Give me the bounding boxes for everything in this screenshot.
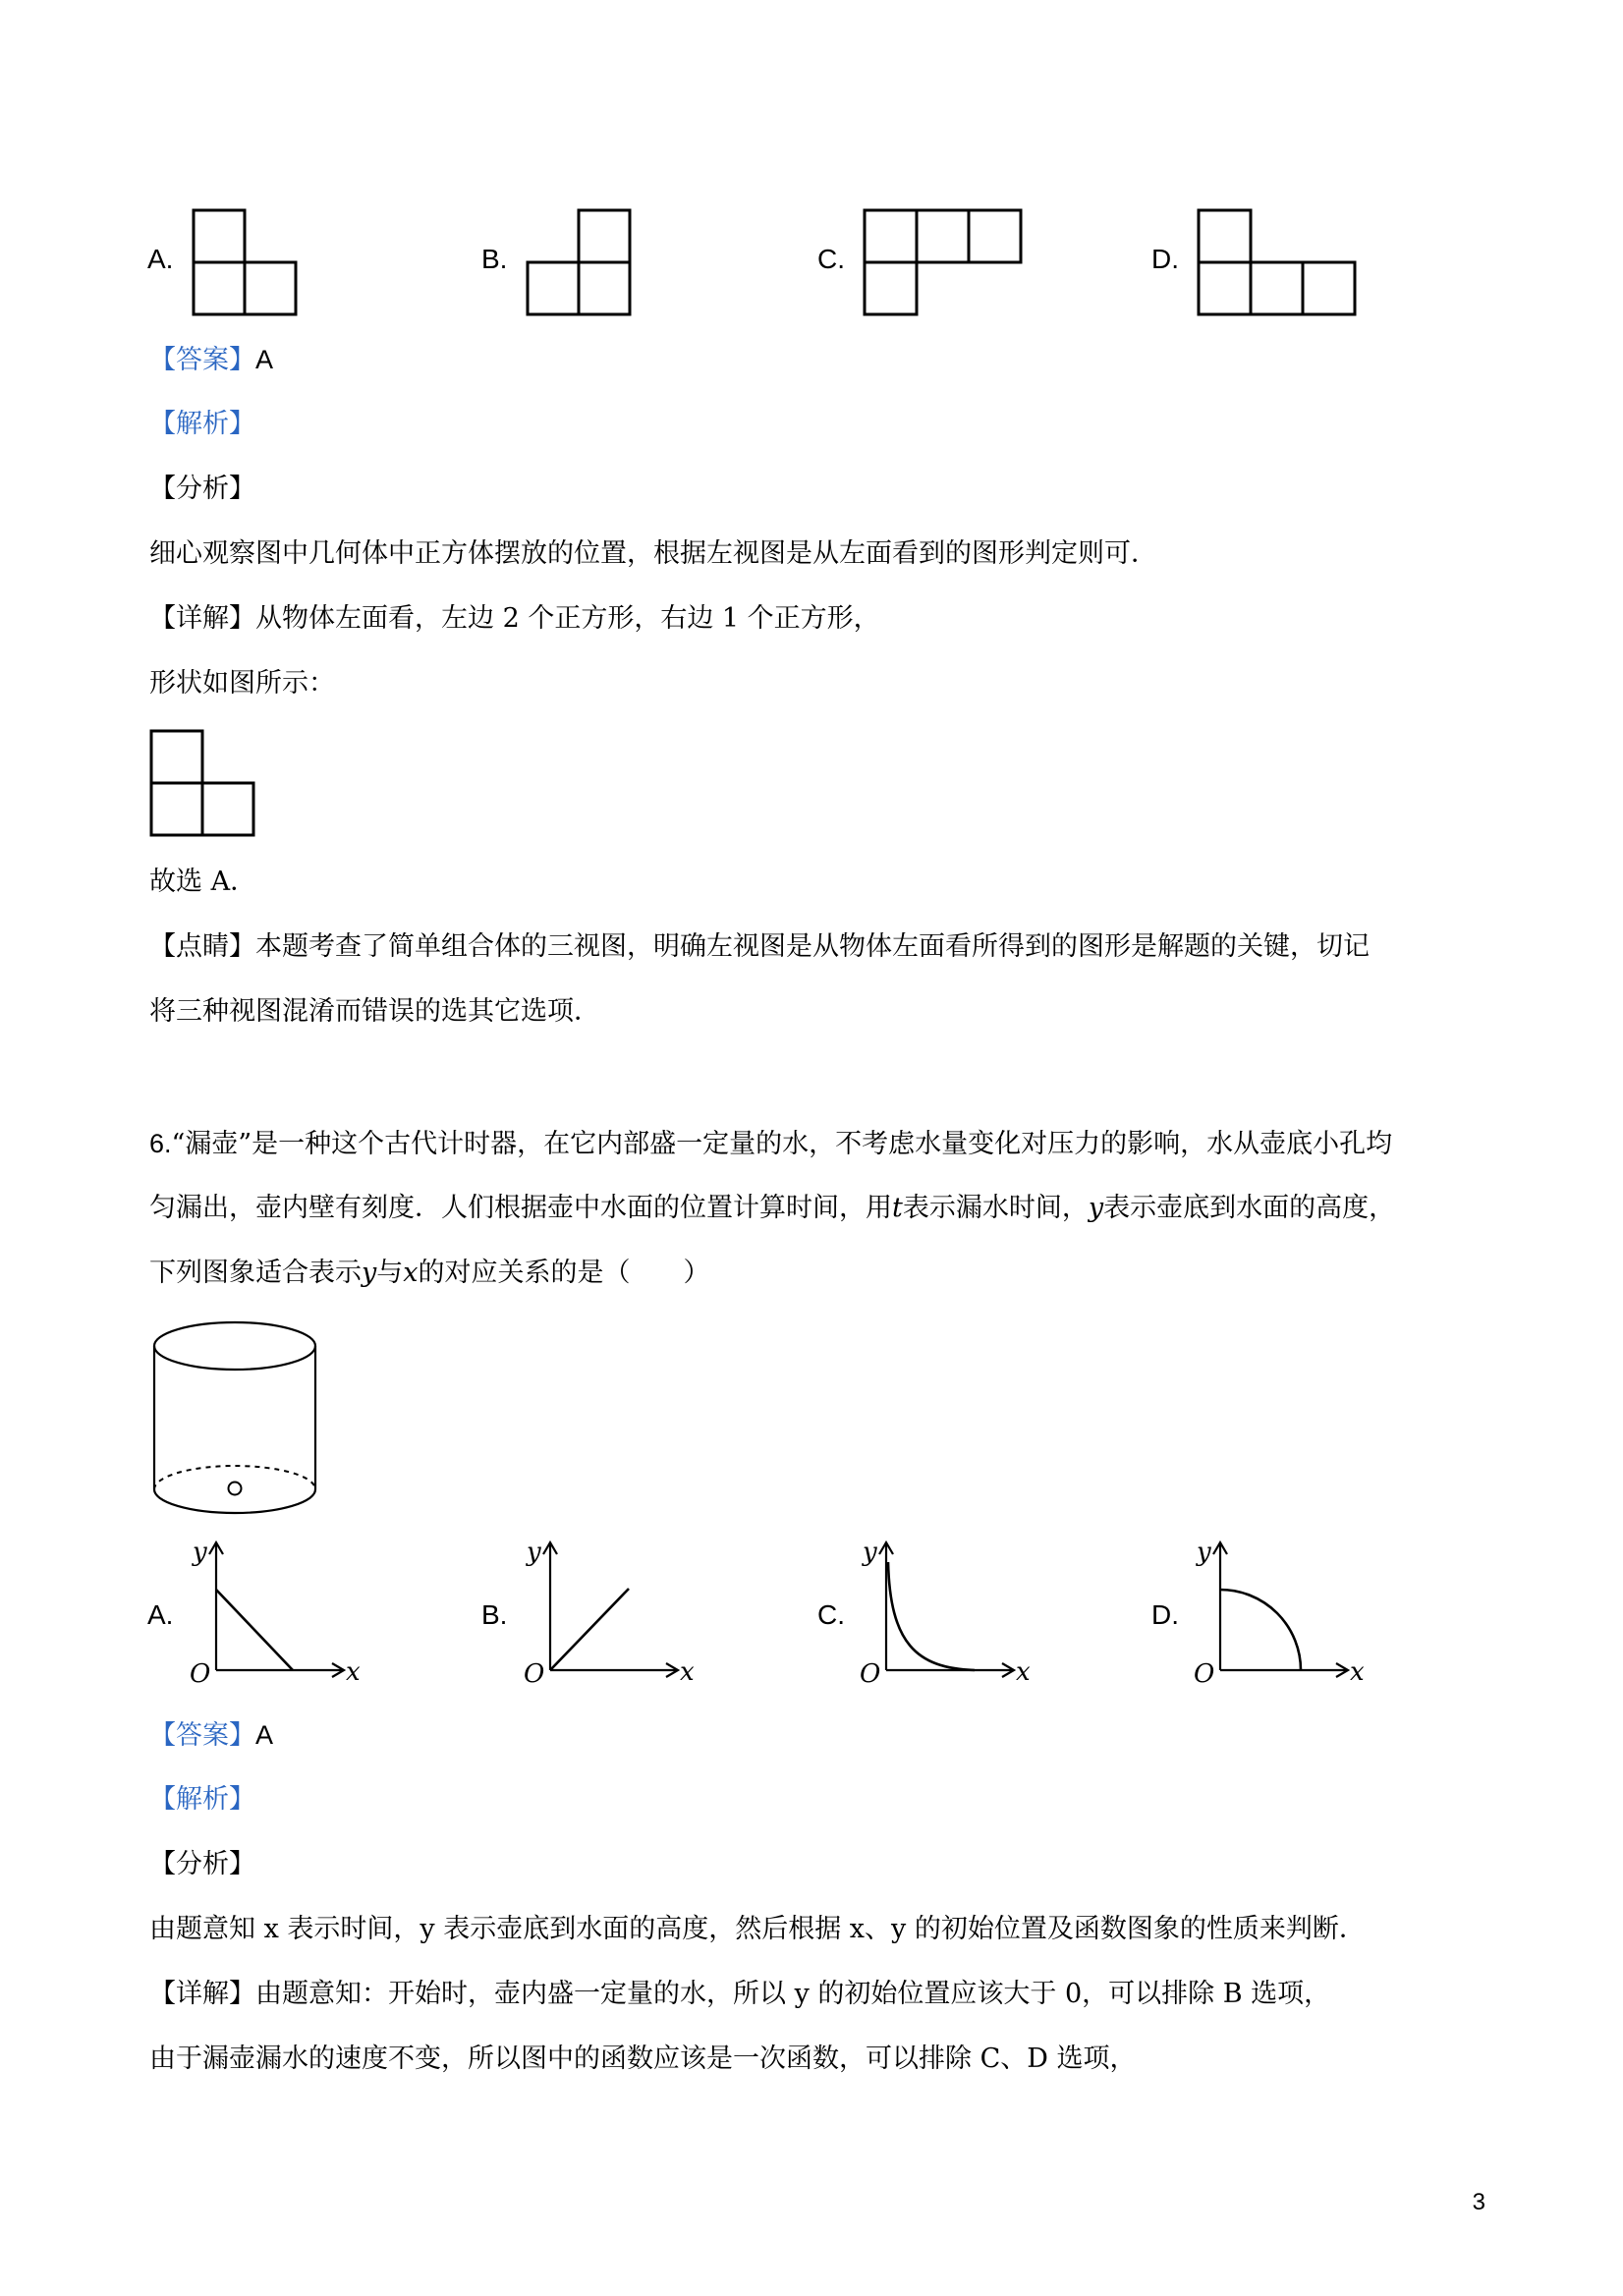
q6-d-axis-y: y [1197,1538,1211,1567]
q6-fenxi-text: 由题意知 x 表示时间，y 表示壶底到水面的高度，然后根据 x、y 的初始位置及函数图象的性质来判断． [149,1914,1366,1944]
q6-stem-3b: 与 [376,1258,404,1288]
q6-answer-value: A [255,1720,274,1750]
q6-fenxi-tag: 【分析】 [149,1849,255,1879]
q6-stem-line-3 [149,1254,710,1293]
q6-detail-tag: 【详解】 [149,1979,255,2009]
q5-option-b-figure [524,208,634,316]
q5-detail-line [149,599,880,639]
q6-var-y-2: y [362,1258,377,1288]
q5-fenxi-tag: 【分析】 [149,474,255,504]
q6-d-axis-o: O [1194,1659,1215,1689]
q6-answer-line [149,1715,273,1756]
q5-note-text-1: 本题考查了简单组合体的三视图，明确左视图是从物体左面看所得到的图形是解题的关键，切记 [255,931,1370,962]
q6-detail-text-2: 由于漏壶漏水的速度不变，所以图中的函数应该是一次函数，可以排除 C、D 选项， [149,2044,1137,2074]
q6-stem-2b: 表示漏水时间， [902,1193,1089,1223]
q6-b-axis-o: O [524,1659,545,1689]
q6-b-axis-y: y [527,1538,541,1567]
q6-a-axis-x: x [346,1657,361,1687]
q6-stem-1a: “漏壶”是一种这个古代计时器，在它内部盛一定量的水，不考虑水量变化对压力的影响，水从壶底小孔均 [171,1129,1393,1159]
q6-option-a-graph [187,1535,364,1692]
q6-a-axis-o: O [190,1659,211,1689]
q5-fenxi-text: 细心观察图中几何体中正方体摆放的位置，根据左视图是从左面看到的图形判定则可． [149,538,1157,569]
q6-option-b-graph [521,1535,698,1692]
q5-note-tag: 【点睛】 [149,931,255,962]
q6-c-axis-o: O [860,1659,881,1689]
q6-stem-3c: 的对应关系的是（ ） [418,1258,710,1288]
q6-number: 6. [149,1129,172,1158]
q6-detail-text: 由题意知：开始时，壶内盛一定量的水，所以 y 的初始位置应该大于 0，可以排除 B 选项， [255,1979,1331,2009]
q6-d-axis-x: x [1350,1657,1365,1687]
q6-option-a-label: A. [147,1599,174,1630]
q6-stem-line-1 [149,1124,1392,1164]
q5-option-d-figure [1197,208,1360,316]
q6-option-d-label: D. [1151,1599,1179,1630]
q5-option-c-label: C. [817,244,845,274]
q6-answer-tag: 【答案】 [149,1720,255,1751]
q6-option-c-label: C. [817,1599,845,1630]
q6-stem-2a: 匀漏出，壶内壁有刻度．人们根据壶中水面的位置计算时间，用 [149,1193,892,1223]
q5-answer-line [149,340,273,380]
q5-answer-tag: 【答案】 [149,345,255,375]
q6-option-d-graph [1191,1535,1368,1692]
q5-choose-text: 故选 A． [149,867,257,897]
q5-note-line [149,927,1370,967]
q6-analysis-tag: 【解析】 [149,1784,255,1815]
q5-option-a-figure [192,208,302,316]
q6-var-x: x [403,1258,419,1288]
q5-option-c-figure [863,208,1026,316]
q5-detail-text: 从物体左面看，左边 2 个正方形，右边 1 个正方形， [255,603,880,634]
q6-cylinder-figure [151,1320,318,1521]
q5-answer-shape-figure [149,729,259,837]
q6-c-axis-x: x [1016,1657,1031,1687]
q6-detail-line [149,1975,1330,2014]
q6-a-axis-y: y [193,1538,207,1567]
q6-b-axis-x: x [680,1657,695,1687]
q6-stem-2c: 表示壶底到水面的高度， [1103,1193,1396,1223]
q5-note-text-2: 将三种视图混淆而错误的选其它选项． [149,996,600,1027]
page-number: 3 [1472,2189,1485,2215]
q5-option-a-label: A. [147,244,174,274]
q5-detail-tag: 【详解】 [149,603,255,634]
q6-option-b-label: B. [481,1599,508,1630]
q6-c-axis-y: y [863,1538,877,1567]
q6-var-y: y [1088,1193,1104,1223]
q5-shape-text: 形状如图所示： [149,668,335,699]
q6-var-t: t [892,1193,903,1223]
q6-stem-line-2 [149,1189,1395,1228]
q5-option-d-label: D. [1151,244,1179,274]
q5-option-b-label: B. [481,244,508,274]
q6-option-c-graph [857,1535,1034,1692]
q6-stem-3a: 下列图象适合表示 [149,1258,362,1288]
q5-analysis-tag: 【解析】 [149,409,255,439]
q5-answer-value: A [255,345,274,374]
